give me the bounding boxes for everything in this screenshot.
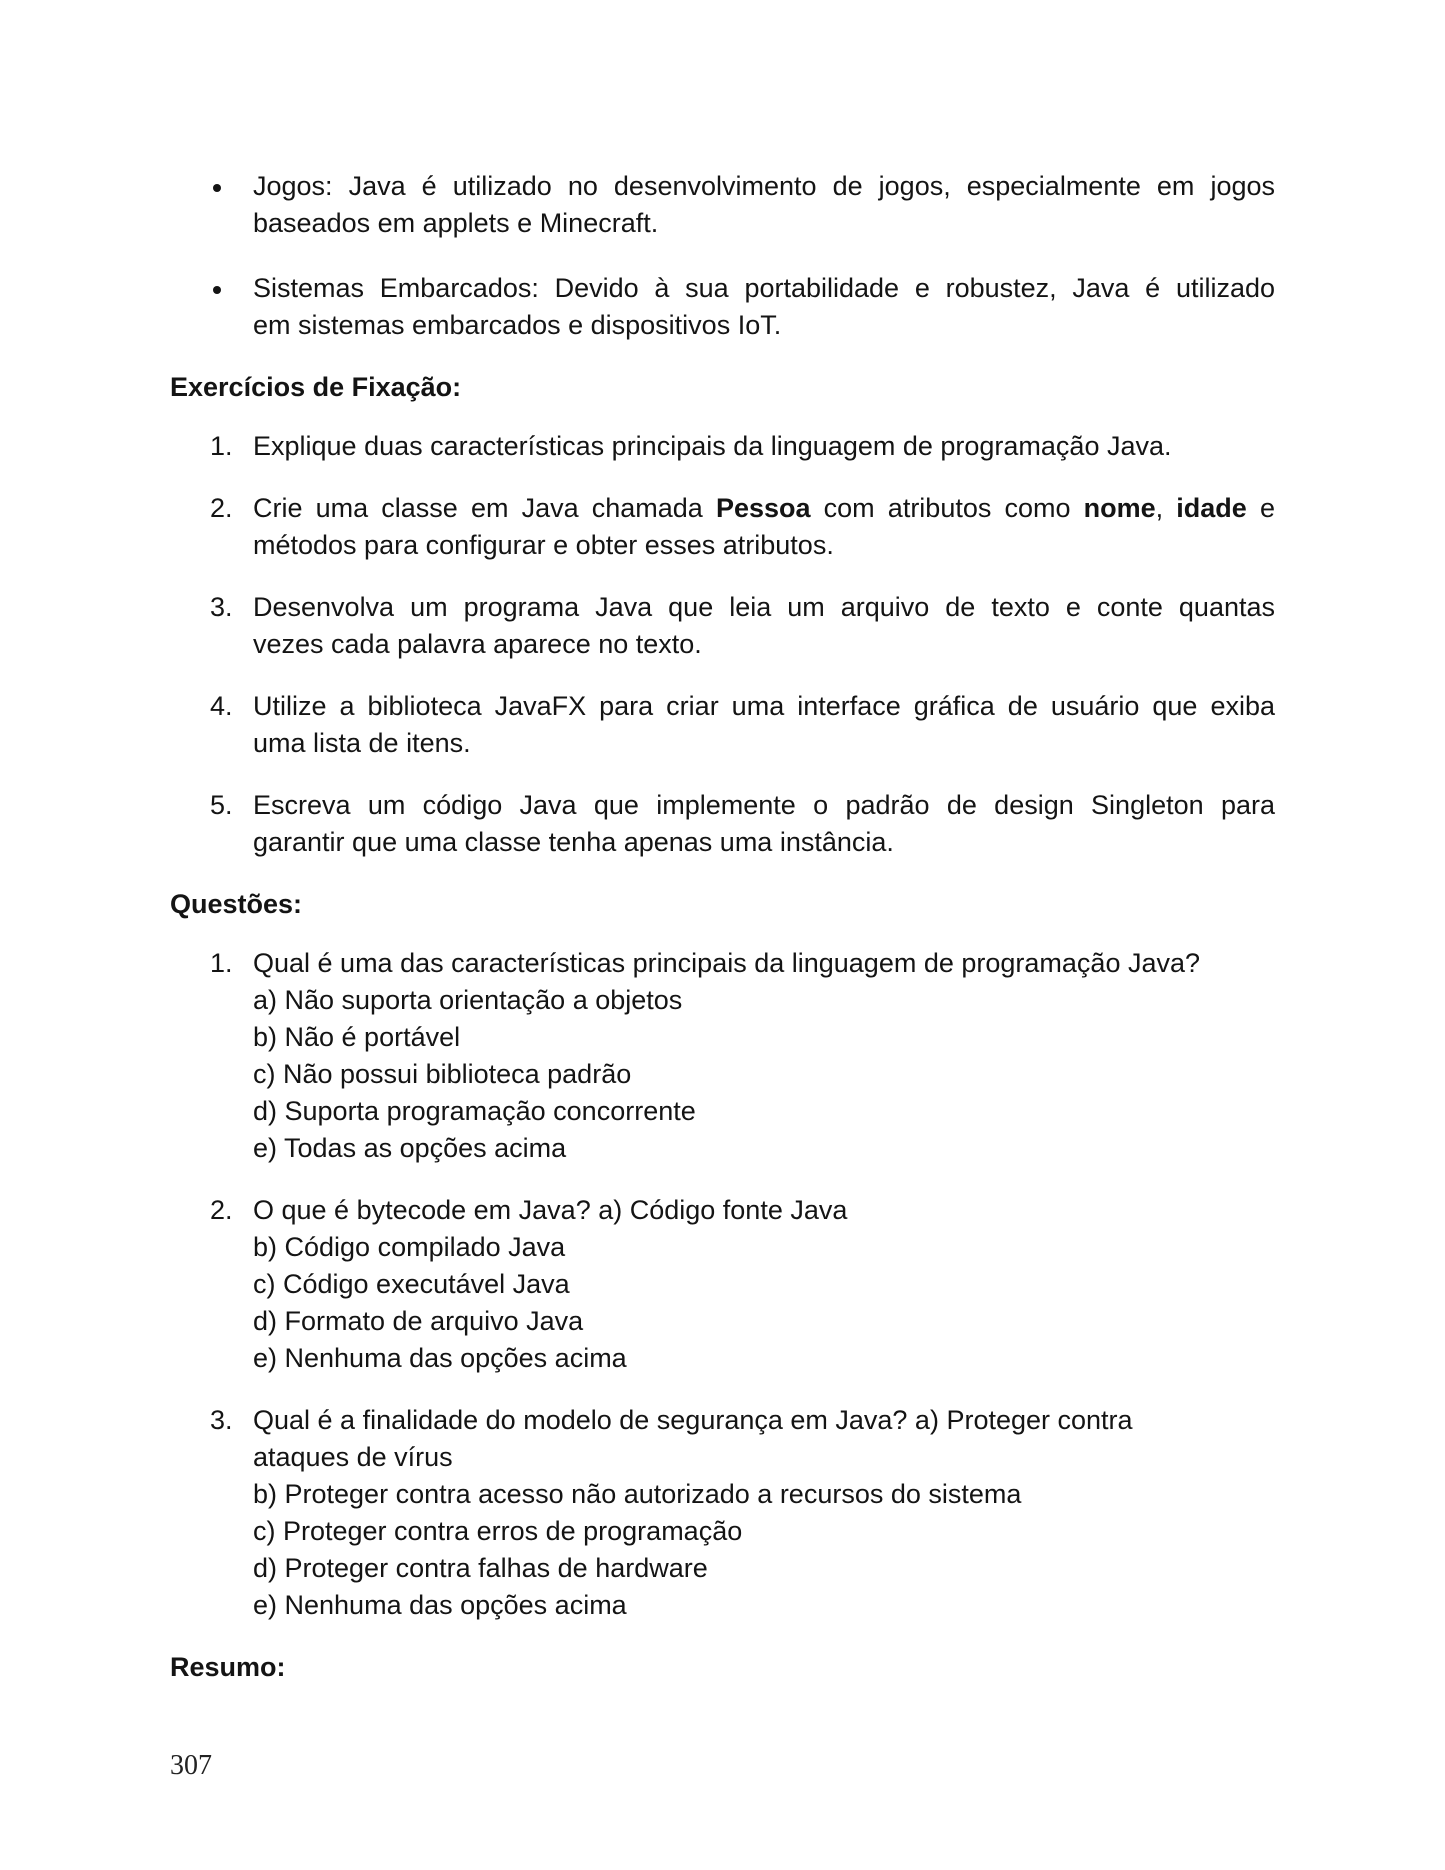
exercise-4-line-2: uma lista de itens. xyxy=(253,728,471,758)
exercise-2-line-2: métodos para configurar e obter esses atributos. xyxy=(253,530,834,560)
question-1-text: Qual é uma das características principais da linguagem de programação Java? xyxy=(253,948,1201,978)
exercise-number: 5. xyxy=(210,790,233,820)
text-run: , xyxy=(1155,493,1177,523)
question-number: 2. xyxy=(210,1195,233,1225)
class-name-pessoa: Pessoa xyxy=(715,493,811,523)
exercise-2-line-1 xyxy=(253,490,1275,527)
question-3-text: Qual é a finalidade do modelo de segurança em Java? a) Proteger contra xyxy=(253,1405,1133,1435)
attribute-nome: nome xyxy=(1083,493,1156,523)
bullet-jogos-line-1: Jogos: Java é utilizado no desenvolvimento de jogos, especialmente em jogos xyxy=(253,171,1275,201)
question-2-option-e: e) Nenhuma das opções acima xyxy=(253,1343,627,1373)
question-number: 3. xyxy=(210,1405,233,1435)
resumo-heading: Resumo: xyxy=(170,1652,286,1682)
question-3-text-cont: ataques de vírus xyxy=(253,1442,453,1472)
question-2-option-c: c) Código executável Java xyxy=(253,1269,570,1299)
bullet-icon xyxy=(213,286,221,294)
question-1-option-a: a) Não suporta orientação a objetos xyxy=(253,985,683,1015)
attribute-idade: idade xyxy=(1176,493,1247,523)
bullet-sistemas-line-1: Sistemas Embarcados: Devido à sua portabilidade e robustez, Java é utilizado xyxy=(253,273,1275,303)
question-3-option-e: e) Nenhuma das opções acima xyxy=(253,1590,627,1620)
exercise-5-line-1: Escreva um código Java que implemente o padrão de design Singleton para xyxy=(253,790,1275,820)
bullet-icon xyxy=(213,184,221,192)
question-3-option-b: b) Proteger contra acesso não autorizado a recursos do sistema xyxy=(253,1479,1022,1509)
question-2-option-d: d) Formato de arquivo Java xyxy=(253,1306,584,1336)
question-1-option-c: c) Não possui biblioteca padrão xyxy=(253,1059,632,1089)
exercise-number: 4. xyxy=(210,691,233,721)
exercise-number: 2. xyxy=(210,493,233,523)
exercise-3-line-2: vezes cada palavra aparece no texto. xyxy=(253,629,702,659)
exercise-number: 3. xyxy=(210,592,233,622)
page-number: 307 xyxy=(170,1750,212,1781)
text-run: e xyxy=(1246,493,1275,523)
text-run: com atributos como xyxy=(810,493,1084,523)
exercise-3-line-1: Desenvolva um programa Java que leia um arquivo de texto e conte quantas xyxy=(253,592,1275,622)
exercise-number: 1. xyxy=(210,431,233,461)
question-3-option-c: c) Proteger contra erros de programação xyxy=(253,1516,743,1546)
questoes-heading: Questões: xyxy=(170,889,303,919)
bullet-jogos-line-2: baseados em applets e Minecraft. xyxy=(253,208,659,238)
question-2-option-b: b) Código compilado Java xyxy=(253,1232,566,1262)
question-number: 1. xyxy=(210,948,233,978)
question-3-option-d: d) Proteger contra falhas de hardware xyxy=(253,1553,708,1583)
question-1-option-e: e) Todas as opções acima xyxy=(253,1133,567,1163)
exercise-1-text: Explique duas características principais da linguagem de programação Java. xyxy=(253,431,1172,461)
exercise-4-line-1: Utilize a biblioteca JavaFX para criar uma interface gráfica de usuário que exiba xyxy=(253,691,1275,721)
exercicios-heading: Exercícios de Fixação: xyxy=(170,372,462,402)
question-1-option-b: b) Não é portável xyxy=(253,1022,461,1052)
bullet-sistemas-line-2: em sistemas embarcados e dispositivos IoT. xyxy=(253,310,782,340)
text-run: Crie uma classe em Java chamada xyxy=(253,493,716,523)
question-2-text: O que é bytecode em Java? a) Código fonte Java xyxy=(253,1195,848,1225)
exercise-5-line-2: garantir que uma classe tenha apenas uma instância. xyxy=(253,827,894,857)
question-1-option-d: d) Suporta programação concorrente xyxy=(253,1096,696,1126)
